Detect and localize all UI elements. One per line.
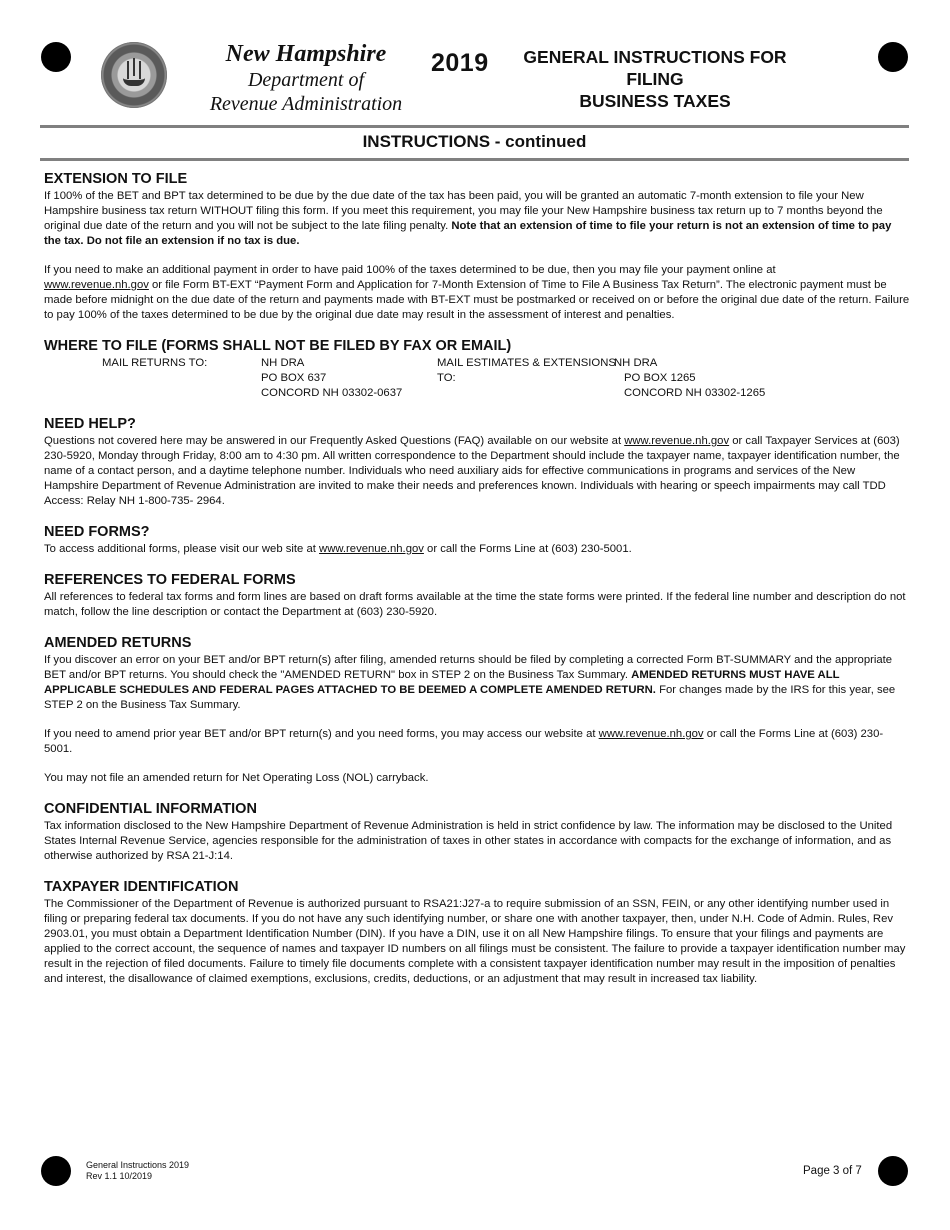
registration-mark-icon [41,42,71,72]
section-banner: INSTRUCTIONS - continued [362,132,587,151]
section-where-to-file [44,337,910,401]
website-link[interactable]: www.revenue.nh.gov [624,435,730,447]
registration-mark-icon [878,1156,908,1186]
agency-dept: Department of [247,69,365,91]
section-amended-returns [44,634,910,786]
form-year: 2019 [431,49,489,77]
paragraph: If you discover an error on your BET and/or BPT return(s) after filing, amended returns should be filed by completing a corrected Form BT-SUMMARY and the appropriate BET and/or BPT returns. You should check the "AMENDED RETURN" box in STEP 2 on the Business Tax Summary. AMENDED RETURNS MUST HAVE ALL APPLICABLE SCHEDULES AND FEDERAL PAGES ATTACHED TO BE DEEMED A COMPLETE AMENDED RETURN. For changes made by the IRS for this year, see STEP 2 on the Business Tax Summary. [44,654,896,711]
section-need-forms [44,523,910,557]
divider [40,125,909,128]
registration-mark-icon [41,1156,71,1186]
paragraph: You may not file an amended return for Net Operating Loss (NOL) carryback. [44,772,429,784]
bold-notice: Note that an extension of time to file your return is not an extension of time to pay the tax. Do not file an extension if no tax is due. [44,220,892,247]
agency-name [190,40,422,116]
section-heading: NEED HELP? [44,416,136,432]
paragraph: If you need to make an additional payment in order to have paid 100% of the taxes determined to be due, then you may file your payment online at www.revenue.nh.gov or file Form BT-EXT “Payment Form and Application for 7-Month Extension of Time to File A Business Tax Return”. The electronic payment must be made before midnight on the due date of the return and payments made with BT-EXT must be postmarked or received on or before the original due date of the return. Failure to pay 100% of the taxes determined to be due by the original due date may result in the assessment of interest and penalties. [44,264,910,321]
paragraph: All references to federal tax forms and form lines are based on draft forms available at the time the state forms were printed. If the federal line number and description do not match, follow the line description or contact the Department at (603) 230-5920. [44,591,906,618]
footer-form-info [86,1160,189,1182]
section-federal-forms [44,571,910,620]
section-heading: EXTENSION TO FILE [44,171,188,187]
section-heading: REFERENCES TO FEDERAL FORMS [44,572,296,588]
paragraph: Tax information disclosed to the New Hampshire Department of Revenue Administration is held in strict confidence by law. The information may be disclosed to the United States Internal Revenue Service, agencies responsible for the administration of taxes in other states in accordance with compacts for the exchange of information, and as otherwise authorized by RSA 21-J:14. [44,820,893,862]
section-heading: CONFIDENTIAL INFORMATION [44,801,257,817]
paragraph: To access additional forms, please visit our web site at www.revenue.nh.gov or call the Forms Line at (603) 230-5001. [44,543,632,555]
instructions-body [44,170,910,1001]
document-title-line2: BUSINESS TAXES [579,91,731,111]
section-heading: WHERE TO FILE (FORMS SHALL NOT BE FILED BY FAX OR EMAIL) [44,338,512,354]
footer-form-name: General Instructions 2019 [86,1160,190,1170]
page-number: Page 3 of 7 [803,1165,862,1177]
divider [40,158,909,161]
website-link[interactable]: www.revenue.nh.gov [44,279,149,291]
document-title [495,46,815,112]
returns-address: NH DRA PO BOX 637 CONCORD NH 03302-0637 [261,357,403,399]
agency-division: Revenue Administration [209,93,403,115]
agency-state: New Hampshire [225,41,387,67]
section-extension [44,170,910,323]
document-title-line1: GENERAL INSTRUCTIONS FOR FILING [523,47,787,89]
paragraph: If 100% of the BET and BPT tax determined to be due by the due date of the tax has been paid, you will be granted an automatic 7-month extension to file your New Hampshire business tax return WITHOUT filing this form. If you meet this requirement, you may file your New Hampshire business tax return up to 7 months beyond the original due date of the return and you will not be subject to the late filing penalty. Note that an extension of time to file your return is not an extension of time to pay the tax. Do not file an extension if no tax is due. [44,190,892,247]
paragraph: If you need to amend prior year BET and/or BPT return(s) and you need forms, you may access our website at www.revenue.nh.gov or call the Forms Line at (603) 230-5001. [44,728,884,755]
paragraph: Questions not covered here may be answered in our Frequently Asked Questions (FAQ) available on our website at www.revenue.nh.gov or call Taxpayer Services at (603) 230-5920, Monday through Friday, 8:00 am to 4:30 pm. All written correspondence to the Department should include the taxpayer name, taxpayer identification number, the name of a contact person, and a daytime telephone number. Individuals who need auxiliary aids for effective communications in programs and services of the New Hampshire Department of Revenue Administration are invited to make their needs and preferences known. Individuals with hearing or speech impairments may call TDD Access: Relay NH 1-800-735- 2964. [44,435,900,507]
registration-mark-icon [878,42,908,72]
website-link[interactable]: www.revenue.nh.gov [319,543,424,555]
paragraph: The Commissioner of the Department of Revenue is authorized pursuant to RSA21:J27-a to require submission of an SSN, FEIN, or any other identifying number used in filing or preparing federal tax documents. If you do not have any such identifying number, or share one with another taxpayer, then, under N.H. Code of Admin. Rules, Rev 2903.01, you must obtain a Department Identification Number (DIN). If you have a DIN, use it on all New Hampshire filings. To ensure that your filings and payments are applied to the correct account, the sequence of names and taxpayer ID numbers on all filings must be consistent. The failure to provide a taxpayer identification number may result in the rejection of filed documents. Failure to timely file documents complete with a consistent taxpayer identification number may result in the imposition of penalties and interest, the disallowance of claimed exemptions, exclusions, credits, deductions, or an adjustment that may result in increased tax liability. [44,898,906,985]
bold-notice: AMENDED RETURNS MUST HAVE ALL APPLICABLE SCHEDULES AND FEDERAL PAGES ATTACHED TO BE DEEMED A COMPLETE AMENDED RETURN. [44,669,840,696]
footer-revision: Rev 1.1 10/2019 [86,1171,153,1181]
state-seal-icon [101,42,167,108]
section-heading: NEED FORMS? [44,524,150,540]
mailing-addresses [102,356,910,401]
section-need-help [44,415,910,509]
section-heading: AMENDED RETURNS [44,635,192,651]
estimates-address: NH DRA PO BOX 1265 CONCORD NH 03302-1265 [614,357,766,399]
section-confidential [44,800,910,864]
section-taxpayer-id [44,878,910,987]
section-heading: TAXPAYER IDENTIFICATION [44,879,239,895]
returns-label: MAIL RETURNS TO: [102,357,208,369]
website-link[interactable]: www.revenue.nh.gov [598,728,704,740]
estimates-label: MAIL ESTIMATES & EXTENSIONS TO: [437,357,616,384]
